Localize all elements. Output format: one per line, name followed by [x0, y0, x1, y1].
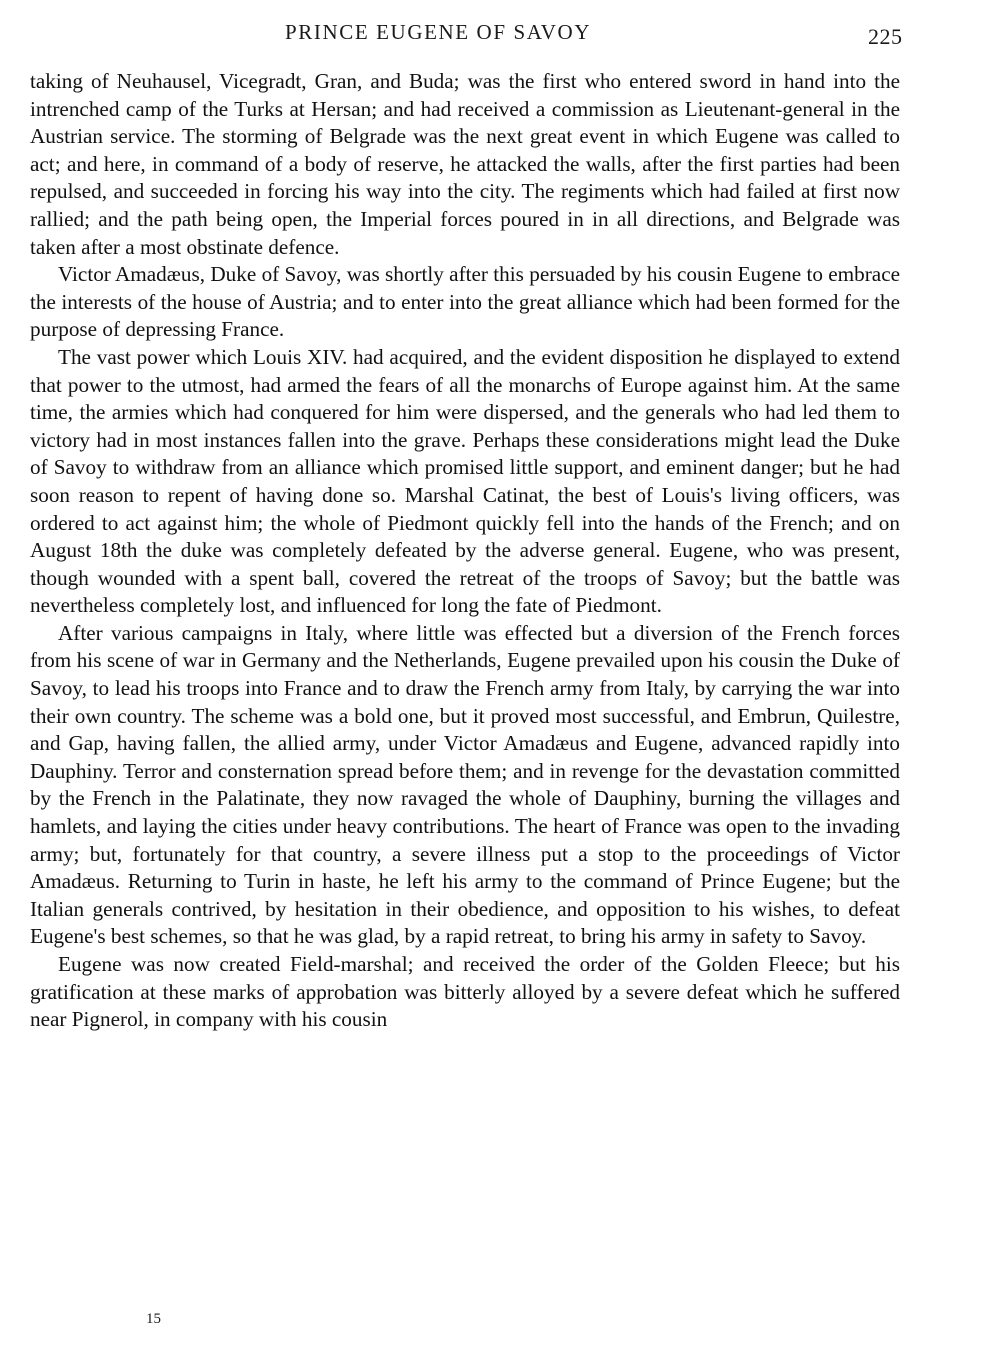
- paragraph-3: The vast power which Louis XIV. had acquired, and the evident disposition he displayed to extend that power to the utmost, had armed the fears of all the monarchs of Europe against him. At the same time, the armies which had conquered for him were dispersed, and the generals who had led them to victory had in most instances fallen into the grave. Perhaps these considerations might lead the Duke of Savoy to withdraw from an alliance which promised little support, and eminent danger; but he had soon reason to repent of having done so. Marshal Catinat, the best of Louis's living officers, was ordered to act against him; the whole of Piedmont quickly fell into the hands of the French; and on August 18th the duke was completely defeated by the adverse general. Eugene, who was present, though wounded with a spent ball, covered the retreat of the troops of Savoy; but the battle was nevertheless completely lost, and influenced for long the fate of Piedmont.: [30, 344, 900, 618]
- paragraph-5: Eugene was now created Field-marshal; and received the order of the Golden Fleece; but his gratification at these marks of approbation was bitterly alloyed by a severe defeat which he suffered near Pignerol, in company with his cousin: [30, 952, 900, 1032]
- paragraph-2: Victor Amadæus, Duke of Savoy, was shortly after this persuaded by his cousin Eugene to embrace the interests of the house of Austria; and to enter into the great alliance which had been formed for the purpose of depressing France.: [30, 262, 900, 342]
- paragraph-4: After various campaigns in Italy, where little was effected but a diversion of the French forces from his scene of war in Germany and the Netherlands, Eugene prevailed upon his cousin the Duke of Savoy, to lead his troops into France and to draw the French army from Italy, by carrying the war into their own country. The scheme was a bold one, but it proved most successful, and Embrun, Quilestre, and Gap, having fallen, the allied army, under Victor Amadæus and Eugene, advanced rapidly into Dauphiny. Terror and consternation spread before them; and in revenge for the devastation committed by the French in the Palatinate, they now ravaged the whole of Dauphiny, burning the villages and hamlets, and laying the cities under heavy contributions. The heart of France was open to the invading army; but, fortunately for that country, a severe illness put a stop to the proceedings of Victor Amadæus. Returning to Turin in haste, he left his army to the command of Prince Eugene; but the Italian generals contrived, by hesitation in their obedience, and opposition to his wishes, to defeat Eugene's best schemes, so that he was glad, by a rapid retreat, to bring his army in safety to Savoy.: [30, 620, 900, 949]
- signature-mark: 15: [146, 1311, 161, 1327]
- page-number: 225: [868, 24, 903, 49]
- body-text: [30, 68, 900, 1034]
- running-title: PRINCE EUGENE OF SAVOY: [285, 20, 592, 44]
- paragraph-1: taking of Neuhausel, Vicegradt, Gran, and Buda; was the first who entered sword in hand into the intrenched camp of the Turks at Hersan; and had received a commission as Lieutenant-general in the Austrian service. The storming of Belgrade was the next great event in which Eugene was called to act; and here, in command of a body of reserve, he attacked the walls, after the first parties had been repulsed, and succeeded in forcing his way into the city. The regiments which had failed at first now rallied; and the path being open, the Imperial forces poured in in all directions, and Belgrade was taken after a most obstinate defence.: [30, 69, 900, 259]
